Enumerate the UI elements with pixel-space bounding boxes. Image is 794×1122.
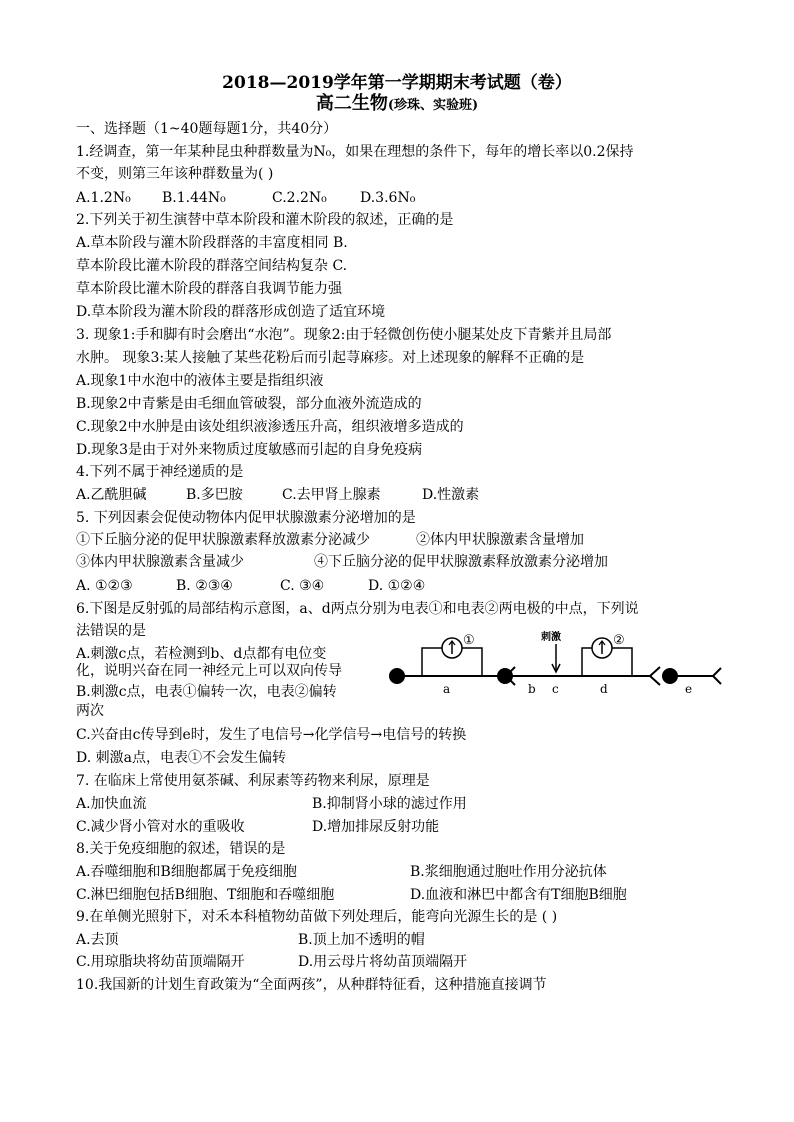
axon-terminal-right	[713, 668, 721, 684]
q1-option-b: B.1.44N₀	[162, 190, 226, 206]
q7-option-b: B.抑制肾小球的滤过作用	[312, 796, 467, 812]
q3-option-b: B.现象2中青紫是由毛细血管破裂，部分血液外流造成的	[76, 396, 422, 412]
q9-option-b: B.顶上加不透明的帽	[298, 932, 425, 948]
subject-title: 高二生物	[315, 93, 388, 114]
q8-option-a: A.吞噬细胞和B细胞都属于免疫细胞	[76, 864, 297, 880]
reflex-arc-diagram	[388, 630, 724, 696]
section-heading: 一、选择题（1~40题每题1分，共40分）	[76, 121, 338, 137]
q6-option-d: D. 刺激a点，电表①不会发生偏转	[76, 750, 286, 766]
q1-stem-line2: 不变，则第三年该种群数量为( )	[76, 166, 274, 182]
q6-stem-line1: 6.下图是反射弧的局部结构示意图，a、d两点分别为电表①和电表②两电极的中点，下列说	[76, 601, 639, 617]
q7-option-d: D.增加排尿反射功能	[312, 819, 440, 835]
q4-options	[76, 486, 794, 504]
q8-option-c: C.淋巴细胞包括B细胞、T细胞和吞噬细胞	[76, 887, 335, 903]
q5-options	[76, 577, 794, 595]
q5-item-2: ②体内甲状腺激素含量增加	[416, 532, 584, 548]
meter2-wire-right	[612, 648, 632, 676]
q3-option-a: A.现象1中水泡中的液体主要是指组织液	[76, 373, 324, 389]
q5-option-d: D. ①②④	[368, 578, 426, 594]
q4-option-a: A.乙酰胆碱	[76, 487, 147, 503]
q5-items-row1	[76, 531, 794, 549]
q1-stem-line1: 1.经调查，第一年某种昆虫种群数量为N₀，如果在理想的条件下，每年的增长率以0.2保持	[76, 144, 634, 160]
q5-option-a: A. ①②③	[76, 578, 133, 594]
class-note: (珍珠、实验班)	[387, 98, 479, 113]
q7-options-row2	[76, 818, 794, 836]
q9-option-d: D.用云母片将幼苗顶端隔开	[298, 954, 468, 970]
q6-option-a-line1: A.刺激c点，若检测到b、d点都有电位变	[76, 646, 327, 662]
q3-stem-line2: 水肿。 现象3:某人接触了某些花粉后而引起荨麻疹。对上述现象的解释不正确的是	[76, 350, 585, 366]
q9-options-row1	[76, 931, 794, 949]
q8-option-b: B.浆细胞通过胞吐作用分泌抗体	[410, 864, 607, 880]
meter1-wire-left	[422, 648, 442, 676]
q3-option-d: D.现象3是由于对外来物质过度敏感而引起的自身免疫病	[76, 442, 423, 458]
q2-option-line1: A.草本阶段与灌木阶段群落的丰富度相同 B.	[76, 235, 348, 251]
point-e-label: e	[685, 682, 693, 696]
q2-option-line2: 草本阶段比灌木阶段的群落空间结构复杂 C.	[76, 258, 348, 274]
q9-options-row2	[76, 953, 794, 971]
q8-options-row2	[76, 886, 794, 904]
q8-stem: 8.关于免疫细胞的叙述，错误的是	[76, 841, 286, 857]
q3-stem-line1: 3. 现象1:手和脚有时会磨出“水泡”。现象2:由于轻微创伤使小腿某处皮下青紫并且局部	[76, 327, 612, 343]
q2-stem: 2.下列关于初生演替中草本阶段和灌木阶段的叙述，正确的是	[76, 212, 454, 228]
point-c-label: c	[552, 682, 559, 696]
q6-option-a-line2: 化，说明兴奋在同一神经元上可以双向传导	[76, 663, 342, 679]
q4-stem: 4.下列不属于神经递质的是	[76, 464, 244, 480]
stimulus-label: 刺激	[541, 632, 561, 643]
q2-option-line3: 草本阶段比灌木阶段的群落自我调节能力强	[76, 281, 342, 297]
q9-option-a: A.去顶	[76, 932, 119, 948]
q5-option-b: B. ②③④	[176, 578, 233, 594]
q2-option-d: D.草本阶段为灌木阶段的群落形成创造了适宜环境	[76, 304, 386, 320]
q8-options-row1	[76, 863, 794, 881]
meter1-label: ①	[463, 633, 475, 648]
q4-option-b: B.多巴胺	[186, 487, 243, 503]
q5-option-c: C. ③④	[280, 578, 325, 594]
q7-stem: 7. 在临床上常使用氨茶碱、利尿素等药物来利尿，原理是	[76, 773, 430, 789]
q3-option-c: C.现象2中水肿是由该处组织液渗透压升高，组织液增多造成的	[76, 419, 464, 435]
q9-stem: 9.在单侧光照射下，对禾本科植物幼苗做下列处理后，能弯向光源生长的是 ( )	[76, 909, 558, 925]
q6-option-b-line1: B.刺激c点，电表①偏转一次，电表②偏转	[76, 684, 337, 700]
q5-items-row2	[76, 553, 794, 571]
meter2-wire-left	[582, 648, 592, 676]
q1-option-c: C.2.2N₀	[272, 190, 327, 206]
exam-subtitle	[0, 89, 794, 115]
q4-option-d: D.性激素	[422, 487, 480, 503]
q1-option-a: A.1.2N₀	[76, 190, 131, 206]
q7-options-row1	[76, 795, 794, 813]
synapse-right	[650, 667, 660, 685]
q5-item-1: ①下丘脑分泌的促甲状腺激素释放激素分泌减少	[76, 532, 370, 548]
q1-options	[76, 189, 794, 207]
q1-option-d: D.3.6N₀	[360, 190, 416, 206]
q5-item-4: ④下丘脑分泌的促甲状腺激素释放激素分泌增加	[314, 554, 608, 570]
q5-stem: 5. 下列因素会促使动物体内促甲状腺激素分泌增加的是	[76, 510, 416, 526]
q6-option-c: C.兴奋由c传导到e时，发生了电信号→化学信号→电信号的转换	[76, 727, 467, 743]
q7-option-c: C.减少肾小管对水的重吸收	[76, 819, 245, 835]
q6-option-b-line2: 两次	[76, 703, 104, 719]
point-a-label: a	[443, 682, 451, 696]
point-d-label: d	[600, 682, 608, 696]
q6-stem-line2: 法错误的是	[76, 623, 146, 639]
q9-option-c: C.用琼脂块将幼苗顶端隔开	[76, 954, 245, 970]
meter2-label: ②	[613, 633, 625, 648]
q4-option-c: C.去甲肾上腺素	[282, 487, 381, 503]
q10-stem: 10.我国新的计划生育政策为“全面两孩”，从种群特征看，这种措施直接调节	[76, 977, 547, 993]
meter1-wire-right	[462, 648, 482, 676]
q8-option-d: D.血液和淋巴中都含有T细胞B细胞	[410, 887, 627, 903]
point-b-label: b	[528, 682, 536, 696]
q7-option-a: A.加快血流	[76, 796, 147, 812]
exam-title: 2018—2019学年第一学期期末考试题（卷）	[222, 73, 572, 93]
q5-item-3: ③体内甲状腺激素含量减少	[76, 554, 244, 570]
